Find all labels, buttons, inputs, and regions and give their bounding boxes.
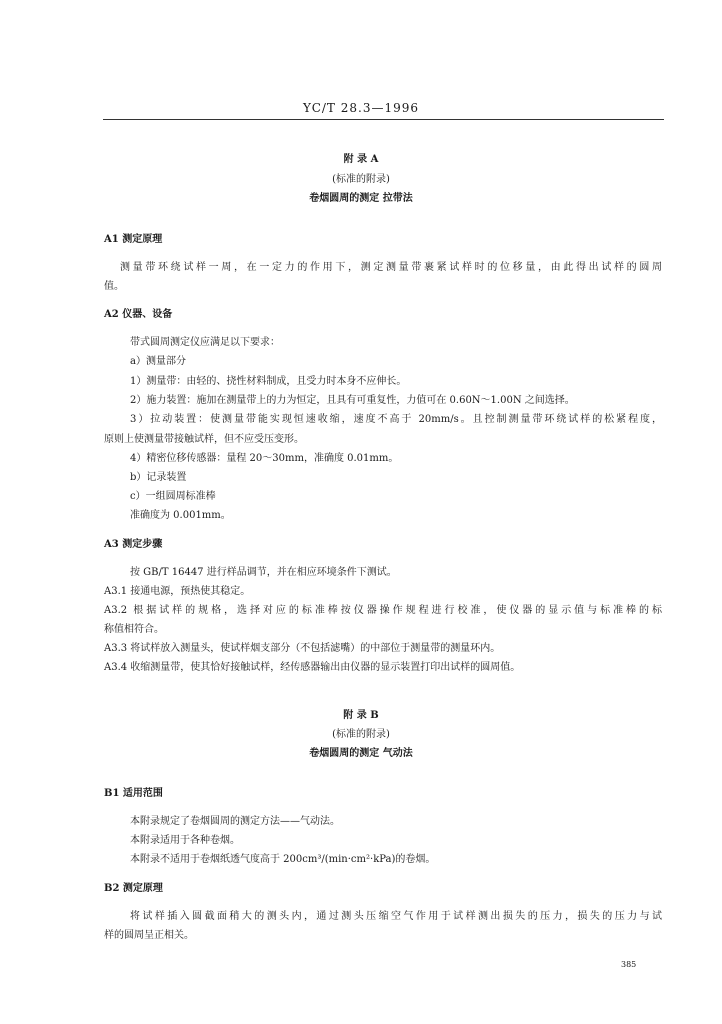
a2-item-b: b）记录装置 (130, 472, 187, 483)
b2-paragraph-cont: 样的圆周呈正相关。 (104, 930, 194, 941)
b1-paragraph-2: 本附录适用于各种卷烟。 (130, 835, 240, 846)
a3-step-4: A3.4 收缩测量带，使其恰好接触试样，经传感器输出由仪器的显示装置打印出试样的圆周值。 (104, 662, 521, 673)
header-rule (103, 119, 664, 120)
annex-b-subtitle: 卷烟圆周的测定 气动法 (309, 748, 413, 759)
annex-a-subtitle: 卷烟圆周的测定 拉带法 (309, 193, 413, 204)
a2-item-4: 4）精密位移传感器：量程 20～30mm，准确度 0.01mm。 (130, 453, 399, 464)
b1-paragraph-1: 本附录规定了卷烟圆周的测定方法——气动法。 (130, 816, 340, 827)
a2-item-a: a）测量部分 (130, 356, 186, 367)
annex-b-title: 附 录 B (343, 710, 379, 721)
b1-heading: B1 适用范围 (104, 788, 163, 799)
a2-item-2: 2）施力装置：施加在测量带上的力为恒定，且具有可重复性，力值可在 0.60N～1.00N 之间选择。 (130, 395, 575, 406)
annex-a-title: 附 录 A (343, 154, 379, 165)
a2-intro: 带式圆周测定仪应满足以下要求： (130, 337, 280, 348)
a3-step-1: A3.1 接通电源，预热使其稳定。 (104, 586, 251, 597)
a2-item-c: c）一组圆周标准棒 (130, 491, 216, 502)
a1-paragraph-cont: 值。 (104, 281, 124, 292)
page-number: 385 (621, 960, 637, 969)
b2-heading: B2 测定原理 (104, 883, 163, 894)
a1-heading: A1 测定原理 (104, 234, 163, 245)
a2-heading: A2 仪器、设备 (104, 309, 173, 320)
annex-b-type: (标准的附录) (332, 729, 390, 740)
a3-step-3: A3.3 将试样放入测量头，使试样烟支部分（不包括滤嘴）的中部位于测量带的测量环内。 (104, 643, 501, 654)
a3-intro: 按 GB/T 16447 进行样品调节，并在相应环境条件下测试。 (130, 567, 397, 578)
a3-heading: A3 测定步骤 (104, 539, 163, 550)
b1-paragraph-3: 本附录不适用于卷烟纸透气度高于 200cm³/(min·cm²·kPa)的卷烟。 (130, 854, 436, 865)
b2-paragraph: 将试样插入圆截面稍大的测头内，通过测头压缩空气作用于试样测出损失的压力，损失的压力与试 (130, 911, 662, 922)
a2-accuracy: 准确度为 0.001mm。 (130, 510, 231, 521)
a2-item-3-cont: 原则上使测量带接触试样，但不应受压变形。 (104, 434, 304, 445)
standard-code: YC/T 28.3—1996 (302, 101, 419, 115)
annex-a-type: (标准的附录) (332, 174, 390, 185)
a2-item-1: 1）测量带：由轻的、挠性材料制成，且受力时本身不应伸长。 (130, 376, 407, 387)
a3-step-2: A3.2 根据试样的规格，选择对应的标准棒按仪器操作规程进行校准，使仪器的显示值与标准棒的标 (104, 605, 662, 616)
a3-step-2-cont: 称值相符合。 (104, 624, 164, 635)
a1-paragraph: 测量带环绕试样一周，在一定力的作用下，测定测量带裹紧试样时的位移量，由此得出试样的圆周 (120, 262, 662, 273)
a2-item-3: 3）拉动装置：使测量带能实现恒速收缩，速度不高于 20mm/s。且控制测量带环绕试样的松紧程度， (130, 414, 662, 425)
